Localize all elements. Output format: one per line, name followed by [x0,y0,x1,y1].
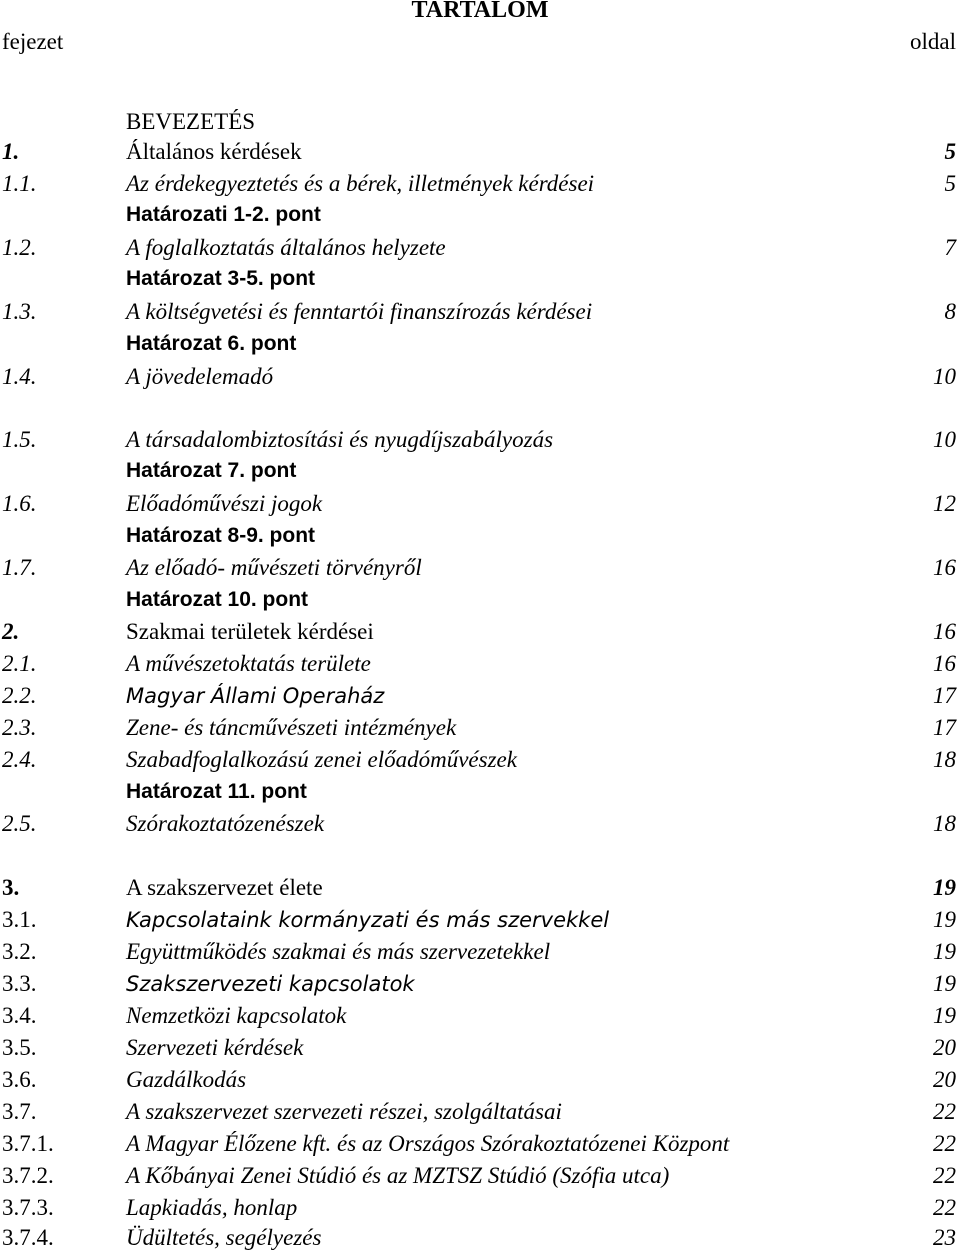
toc-entry-page: 19 [933,971,956,996]
toc-entry-page: 20 [933,1035,956,1060]
toc-entry-page: 7 [944,235,956,260]
toc-entry-title: A művészetoktatás területe [126,651,371,676]
toc-entry-resolution [0,521,960,551]
toc-entry [0,362,960,392]
toc-entry [0,905,960,935]
toc-entry-title: Határozati 1-2. pont [126,203,321,226]
toc-entry-number: 1.4. [2,364,37,389]
toc-entry-title: A társadalombiztosítási és nyugdíjszabályozás [126,427,554,452]
toc-entry [0,649,960,679]
toc-entry-page: 19 [933,939,956,964]
toc-entry-page: 16 [933,555,956,580]
toc-entry [0,137,960,167]
toc-entry-number: 1.3. [2,299,37,324]
toc-entry-page: 5 [944,171,956,196]
toc-entry-page: 18 [933,811,956,836]
toc-entry [0,1033,960,1063]
toc-entry-number: 3.7.1. [2,1131,54,1156]
toc-entry-page: 22 [933,1195,956,1220]
toc-entry-title: A szakszervezet élete [126,875,323,900]
toc-entry-title: Határozat 11. pont [126,780,307,803]
toc-entry [0,489,960,519]
toc-entry-number: 2.4. [2,747,37,772]
toc-entry-page: 5 [944,139,956,164]
toc-entry-title: Lapkiadás, honlap [126,1195,298,1220]
toc-entry [0,969,960,999]
toc-entry [0,1161,960,1191]
toc-entry-page: 18 [933,747,956,772]
toc-entry-number: 2.5. [2,811,37,836]
toc-entry-number: 2.3. [2,715,37,740]
toc-entry-title: Együttműködés szakmai és más szervezetekkel [126,939,551,964]
toc-entry-number: 3.5. [2,1035,37,1060]
toc-entry-page: 22 [933,1131,956,1156]
document-title: TARTALOM [411,0,549,23]
toc-entry [0,297,960,327]
toc-entry-number: 2.2. [2,683,37,708]
toc-entry-title: A foglalkoztatás általános helyzete [126,235,446,260]
toc-entry [0,169,960,199]
toc-entry-title: Szervezeti kérdések [126,1035,304,1060]
toc-entry-title: Határozat 7. pont [126,459,297,482]
toc-entry-title: Zene- és táncművészeti intézmények [126,715,457,740]
toc-entry-title: Szabadfoglalkozású zenei előadóművészek [126,747,517,772]
toc-entry-title: Határozat 3-5. pont [126,267,316,290]
toc-entry-page: 12 [933,491,956,516]
toc-entry [0,233,960,263]
toc-entry-number: 1. [2,139,20,164]
toc-entry-title: Az előadó- művészeti törvényről [126,555,422,580]
toc-entry-number: 3.4. [2,1003,37,1028]
toc-entry-page: 22 [933,1163,956,1188]
toc-entry-title: Üdültetés, segélyezés [126,1225,322,1250]
toc-entry-title: A jövedelemadó [126,364,274,389]
toc-entry-page: 22 [933,1099,956,1124]
toc-entry-title: A költségvetési és fenntartói finanszírozás kérdései [126,299,593,324]
toc-entry-title: Határozat 6. pont [126,332,297,355]
toc-entry [0,809,960,839]
toc-entry [0,1001,960,1031]
column-header-page: oldal [910,29,956,54]
toc-entry-title: Határozat 8-9. pont [126,524,316,547]
toc-entry-number: 2. [2,619,20,644]
toc-entry-title: Szakszervezeti kapcsolatok [126,972,415,996]
toc-entry-resolution [0,585,960,615]
toc-entry [0,1097,960,1127]
toc-entry-title: Előadóművészi jogok [126,491,323,516]
toc-entry-title: Szakmai területek kérdései [126,619,374,644]
toc-entry [0,1223,960,1253]
toc-entry [0,1065,960,1095]
toc-entry [0,745,960,775]
toc-entry-page: 23 [933,1225,956,1250]
toc-entry-number: 3.7.4. [2,1225,54,1250]
toc-entry-title: Gazdálkodás [126,1067,247,1092]
toc-entry-title: A Magyar Élőzene kft. és az Országos Szórakoztatózenei Központ [126,1131,730,1156]
toc-entry-resolution [0,329,960,359]
toc-entry-number: 3. [2,875,20,900]
toc-entry-number: 3.1. [2,907,37,932]
toc-entry [0,713,960,743]
toc-entry [0,1129,960,1159]
toc-entry [0,873,960,903]
toc-entry-number: 3.7.3. [2,1195,54,1220]
toc-entry-page: 10 [933,427,956,452]
toc-entry-page: 17 [933,683,956,708]
toc-entry-page: 19 [933,1003,956,1028]
toc-entry-resolution [0,200,960,230]
toc-entry-page: 16 [933,619,956,644]
toc-entry-number: 1.6. [2,491,37,516]
toc-entry-page: 19 [933,907,956,932]
toc-entry-number: 1.2. [2,235,37,260]
toc-entry-number: 3.3. [2,971,37,996]
toc-entry-page: 20 [933,1067,956,1092]
toc-entry-number: 2.1. [2,651,37,676]
toc-entry-title: Kapcsolataink kormányzati és más szervekkel [126,908,610,932]
toc-entry [0,681,960,711]
toc-entry-title: Nemzetközi kapcsolatok [126,1003,347,1028]
toc-entry-title: BEVEZETÉS [126,109,256,134]
toc-entry [0,1193,960,1223]
toc-entry-number: 3.6. [2,1067,37,1092]
toc-entry-title: A szakszervezet szervezeti részei, szolgáltatásai [126,1099,562,1124]
toc-entry-page: 8 [944,299,956,324]
toc-entry [0,617,960,647]
toc-entry-title: Határozat 10. pont [126,588,309,611]
toc-entry [0,107,960,137]
toc-entry-title: Magyar Állami Operaház [126,684,385,708]
toc-entry [0,553,960,583]
toc-entry-number: 1.1. [2,171,37,196]
toc-entry-title: Az érdekegyeztetés és a bérek, illetmények kérdései [126,171,595,196]
toc-entry-page: 10 [933,364,956,389]
toc-entry-resolution [0,264,960,294]
toc-entry-title: Általános kérdések [126,139,302,164]
toc-entry-page: 17 [933,715,956,740]
toc-entry-number: 3.7.2. [2,1163,54,1188]
toc-entry [0,425,960,455]
toc-entry-number: 1.5. [2,427,37,452]
toc-entry-page: 19 [933,875,956,900]
toc-entry-page: 16 [933,651,956,676]
toc-entry-title: A Kőbányai Zenei Stúdió és az MZTSZ Stúdió (Szófia utca) [126,1163,670,1188]
column-header-chapter: fejezet [2,29,64,54]
toc-entry-number: 3.2. [2,939,37,964]
toc-entry-title: Szórakoztatózenészek [126,811,325,836]
toc-entry-resolution [0,777,960,807]
toc-entry [0,937,960,967]
toc-entry-number: 1.7. [2,555,37,580]
toc-entry-resolution [0,456,960,486]
toc-entry-number: 3.7. [2,1099,37,1124]
